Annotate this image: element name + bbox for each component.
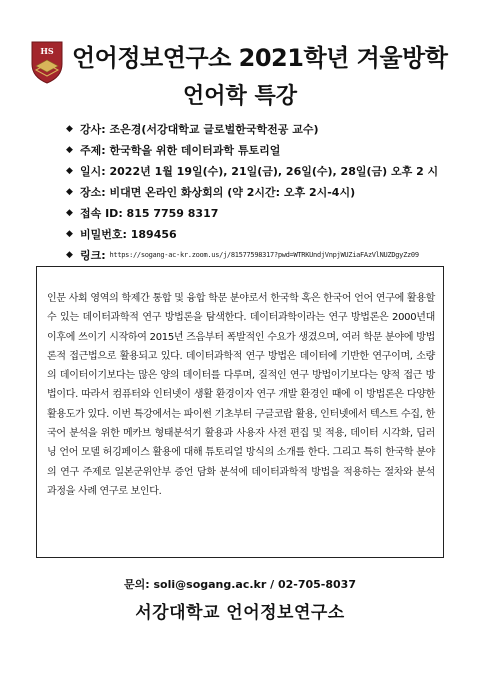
info-label: 접속 ID bbox=[80, 207, 119, 220]
info-value: 189456 bbox=[130, 227, 177, 241]
organization-name: 서강대학교 언어정보연구소 bbox=[135, 603, 345, 623]
page-subtitle: 언어학 특강 bbox=[183, 84, 297, 109]
info-value: 조은경(서강대학교 글로벌한국학전공 교수) bbox=[109, 123, 319, 136]
info-label: 일시 bbox=[80, 165, 102, 178]
diamond-bullet-icon: ◆ bbox=[66, 229, 73, 239]
description-box bbox=[36, 266, 444, 558]
info-label: 장소 bbox=[80, 186, 102, 199]
info-value: 2022년 1월 19일(수), 21일(금), 26일(수), 28일(금) 오후 2 시 bbox=[109, 165, 439, 178]
info-item-instructor: ◆ 강사 : 조은경(서강대학교 글로벌한국학전공 교수) bbox=[66, 122, 319, 136]
page-title: 언어정보연구소 2021학년 겨울방학 bbox=[72, 44, 448, 72]
info-value: 815 7759 8317 bbox=[126, 206, 219, 220]
info-item-link: ◆ 링크 : https://sogang-ac-kr.zoom.us/j/81577598317?pwd=WTRKUndjVnpjWUZiaFAzVlNUZDgyZz09 bbox=[66, 248, 419, 262]
info-label: 비밀번호 bbox=[80, 228, 123, 241]
diamond-bullet-icon: ◆ bbox=[66, 145, 73, 155]
info-item-datetime: ◆ 일시 : 2022년 1월 19일(수), 21일(금), 26일(수), 28일(금) 오후 2 시 bbox=[66, 164, 439, 178]
description-text: 인문 사회 영역의 학제간 통합 및 융합 학문 분야로서 한국학 혹은 한국어 언어 연구에 활용할 수 있는 데이터과학적 연구 방법론을 탐색한다. 데이터과학이라는 연구 방법론은 2000년대 이후에 쓰이기 시작하여 2015년 즈음부터 폭발적인 수요가 생겼으며, 여러 학문 분야에 방법론적 접근법으로 활용되고 있다. 데이터과학적 연구 방법은 데이터에 기반한 연구이며, 소량의 데이터이기보다는 많은 양의 데이터를 다루며, 질적인 연구 방법이기보다는 양적 접근 방법이다. 따라서 컴퓨터와 인터넷이 생활 환경이자 연구 개발 환경인 때에 이 방법론은 다양한 활용도가 있다. 이번 특강에서는 파이썬 기초부터 구글코랍 활용, 인터넷에서 텍스트 수집, 한국어 분석을 위한 메카브 형태분석기 활용과 사용자 사전 편집 및 적용, 데이터 시각화, 딥러닝 언어 모델 허깅페이스 활용에 대해 튜토리얼 방식의 소개를 한다. 그리고 특히 한국학 분야의 연구 주제로 일본군위안부 증언 담화 분석에 데이터과학적 방법을 적용하는 절차와 분석 과정을 사례 연구로 보인다. bbox=[47, 293, 435, 497]
zoom-link[interactable]: https://sogang-ac-kr.zoom.us/j/81577598317?pwd=WTRKUndjVnpjWUZiaFAzVlNUZDgyZz09 bbox=[109, 251, 419, 259]
diamond-bullet-icon: ◆ bbox=[66, 124, 73, 134]
info-value: 비대면 온라인 화상회의 (약 2시간: 오후 2시-4시) bbox=[109, 186, 356, 199]
info-label: 주제 bbox=[80, 144, 102, 157]
lecture-info-list bbox=[66, 120, 476, 267]
info-item-topic: ◆ 주제 : 한국학을 위한 데이터과학 튜토리얼 bbox=[66, 143, 281, 157]
diamond-bullet-icon: ◆ bbox=[66, 166, 73, 176]
logo-text: HS bbox=[40, 46, 54, 56]
info-label: 강사 bbox=[80, 123, 102, 136]
info-item-location: ◆ 장소 : 비대면 온라인 화상회의 (약 2시간: 오후 2시-4시) bbox=[66, 185, 356, 199]
diamond-bullet-icon: ◆ bbox=[66, 250, 73, 260]
info-label: 링크 bbox=[80, 249, 102, 262]
diamond-bullet-icon: ◆ bbox=[66, 187, 73, 197]
contact-info: 문의: soli@sogang.ac.kr / 02-705-8037 bbox=[124, 578, 356, 591]
diamond-bullet-icon: ◆ bbox=[66, 208, 73, 218]
info-item-password: ◆ 비밀번호 : 189456 bbox=[66, 227, 177, 241]
info-value: 한국학을 위한 데이터과학 튜토리얼 bbox=[109, 144, 281, 157]
info-item-meeting-id: ◆ 접속 ID : 815 7759 8317 bbox=[66, 206, 219, 220]
sogang-university-logo bbox=[30, 40, 64, 84]
